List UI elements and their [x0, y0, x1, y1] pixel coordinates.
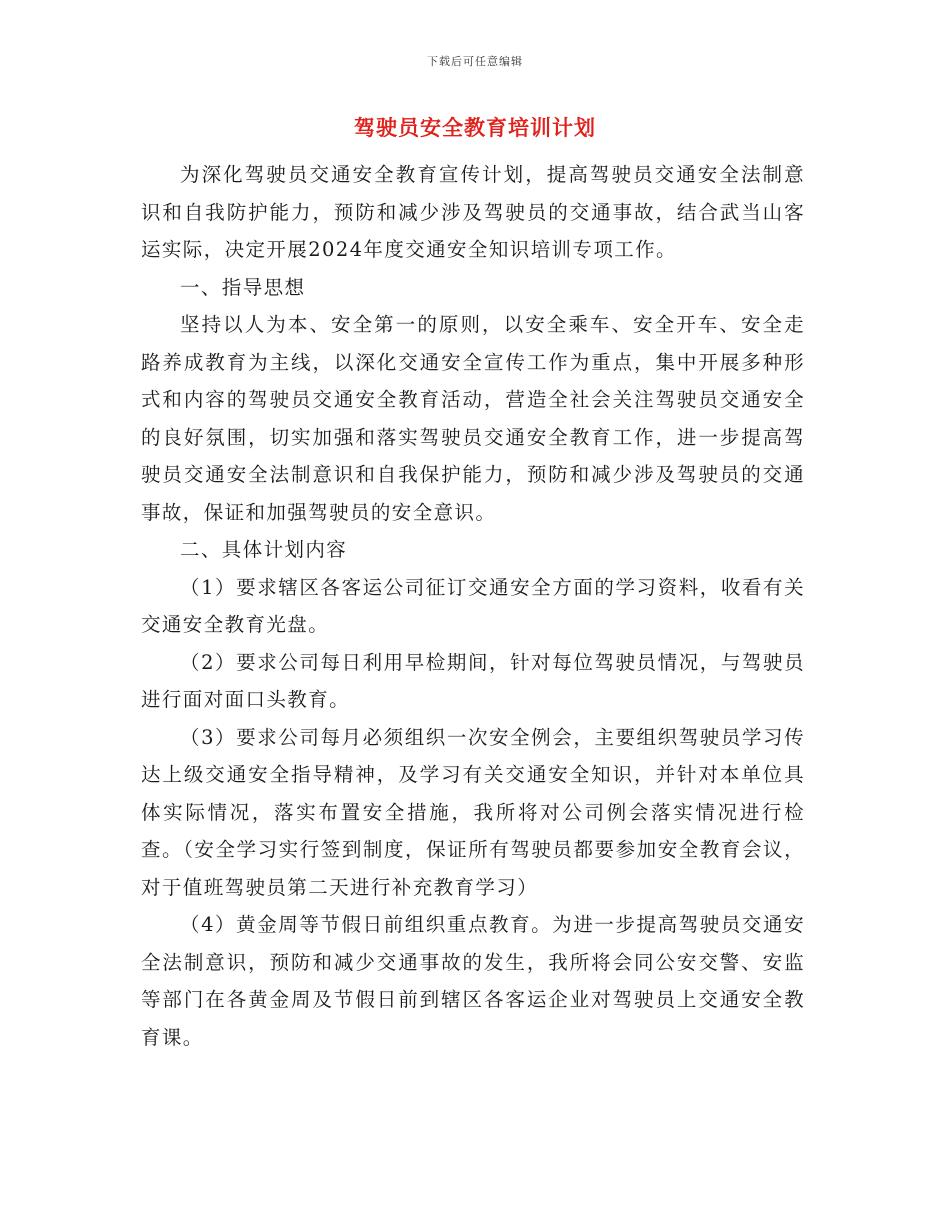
header-note: 下载后可任意编辑 [427, 55, 523, 68]
section-heading-guiding-thought: 一、指导思想 [180, 275, 306, 299]
intro-paragraph: 为深化驾驶员交通安全教育宣传计划，提高驾驶员交通安全法制意识和自我防护能力，预防和减少涉及驾驶员的交通事故，结合武当山客运实际，决定开展2024年度交通安全知识培训专项工作。 [141, 163, 805, 261]
document-body [141, 156, 805, 1056]
section-heading-plan-content: 二、具体计划内容 [180, 538, 348, 561]
document-title: 驾驶员安全教育培训计划 [354, 115, 596, 140]
plan-item-4: （4）黄金周等节假日前组织重点教育。为进一步提高驾驶员交通安全法制意识，预防和减少交通事故的发生，我所将会同公安交警、安监等部门在各黄金周及节假日前到辖区各客运企业对驾驶员上交通安全教育课。 [141, 913, 805, 1049]
plan-item-1: （1）要求辖区各客运公司征订交通安全方面的学习资料，收看有关交通安全教育光盘。 [141, 575, 805, 636]
guiding-thought-paragraph: 坚持以人为本、安全第一的原则，以安全乘车、安全开车、安全走路养成教育为主线，以深化交通安全宣传工作为重点，集中开展多种形式和内容的驾驶员交通安全教育活动，营造全社会关注驾驶员交通安全的良好氛围，切实加强和落实驾驶员交通安全教育工作，进一步提高驾驶员交通安全法制意识和自我保护能力，预防和减少涉及驾驶员的交通事故，保证和加强驾驶员的安全意识。 [141, 313, 805, 524]
plan-item-2: （2）要求公司每日利用早检期间，针对每位驾驶员情况，与驾驶员进行面对面口头教育。 [141, 650, 805, 711]
plan-item-3: （3）要求公司每月必须组织一次安全例会，主要组织驾驶员学习传达上级交通安全指导精神，及学习有关交通安全知识，并针对本单位具体实际情况，落实布置安全措施，我所将对公司例会落实情况进行检查。（安全学习实行签到制度，保证所有驾驶员都要参加安全教育会议，对于值班驾驶员第二天进行补充教育学习） [141, 725, 805, 899]
